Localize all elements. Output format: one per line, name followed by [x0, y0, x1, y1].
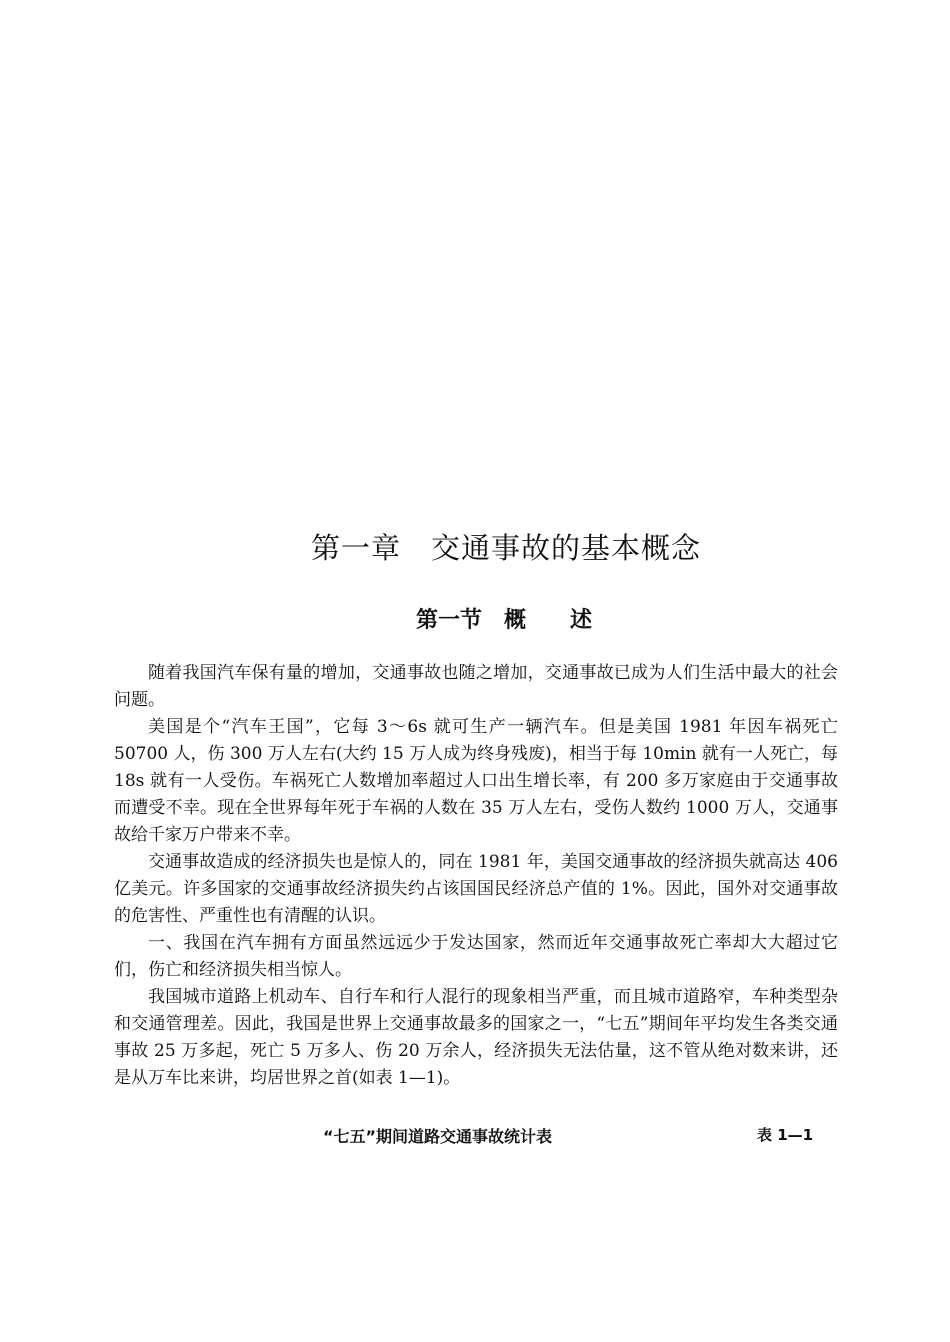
chapter-title: 第一章 交通事故的基本概念	[310, 531, 701, 565]
paragraph: 随着我国汽车保有量的增加，交通事故也随之增加，交通事故已成为人们生活中最大的社会问题。	[114, 663, 838, 710]
table-caption-number: 表 1—1	[757, 1126, 814, 1144]
body-text	[114, 660, 838, 1092]
paragraph: 美国是个“汽车王国”，它每 3～6s 就可生产一辆汽车。但是美国 1981 年因车祸死亡 50700 人，伤 300 万人左右(大约 15 万人成为终身残废)，相当于每 10min 就有一人死亡，每 18s 就有一人受伤。车祸死亡人数增加率超过人口出生增长率，有 200 多万家庭由于交通事故而遭受不幸。现在全世界每年死于车祸的人数在 35 万人左右，受伤人数约 1000 万人，交通事故给千家万户带来不幸。	[114, 717, 838, 845]
section-title: 第一节 概 述	[415, 608, 592, 633]
paragraph: 我国城市道路上机动车、自行车和行人混行的现象相当严重，而且城市道路窄，车种类型杂和交通管理差。因此，我国是世界上交通事故最多的国家之一，“七五”期间年平均发生各类交通事故 25 万多起，死亡 5 万多人、伤 20 万余人，经济损失无法估量，这不管从绝对数来讲，还是从万车比来讲，均居世界之首(如表 1—1)。	[114, 987, 838, 1088]
table-caption-title: “七五”期间道路交通事故统计表	[323, 1127, 553, 1146]
paragraph: 交通事故造成的经济损失也是惊人的，同在 1981 年，美国交通事故的经济损失就高达 406 亿美元。许多国家的交通事故经济损失约占该国国民经济总产值的 1%。因此，国外对交通事故的危害性、严重性也有清醒的认识。	[114, 852, 838, 926]
table-caption	[0, 1124, 950, 1148]
paragraph: 一、我国在汽车拥有方面虽然远远少于发达国家，然而近年交通事故死亡率却大大超过它们，伤亡和经济损失相当惊人。	[114, 933, 838, 980]
